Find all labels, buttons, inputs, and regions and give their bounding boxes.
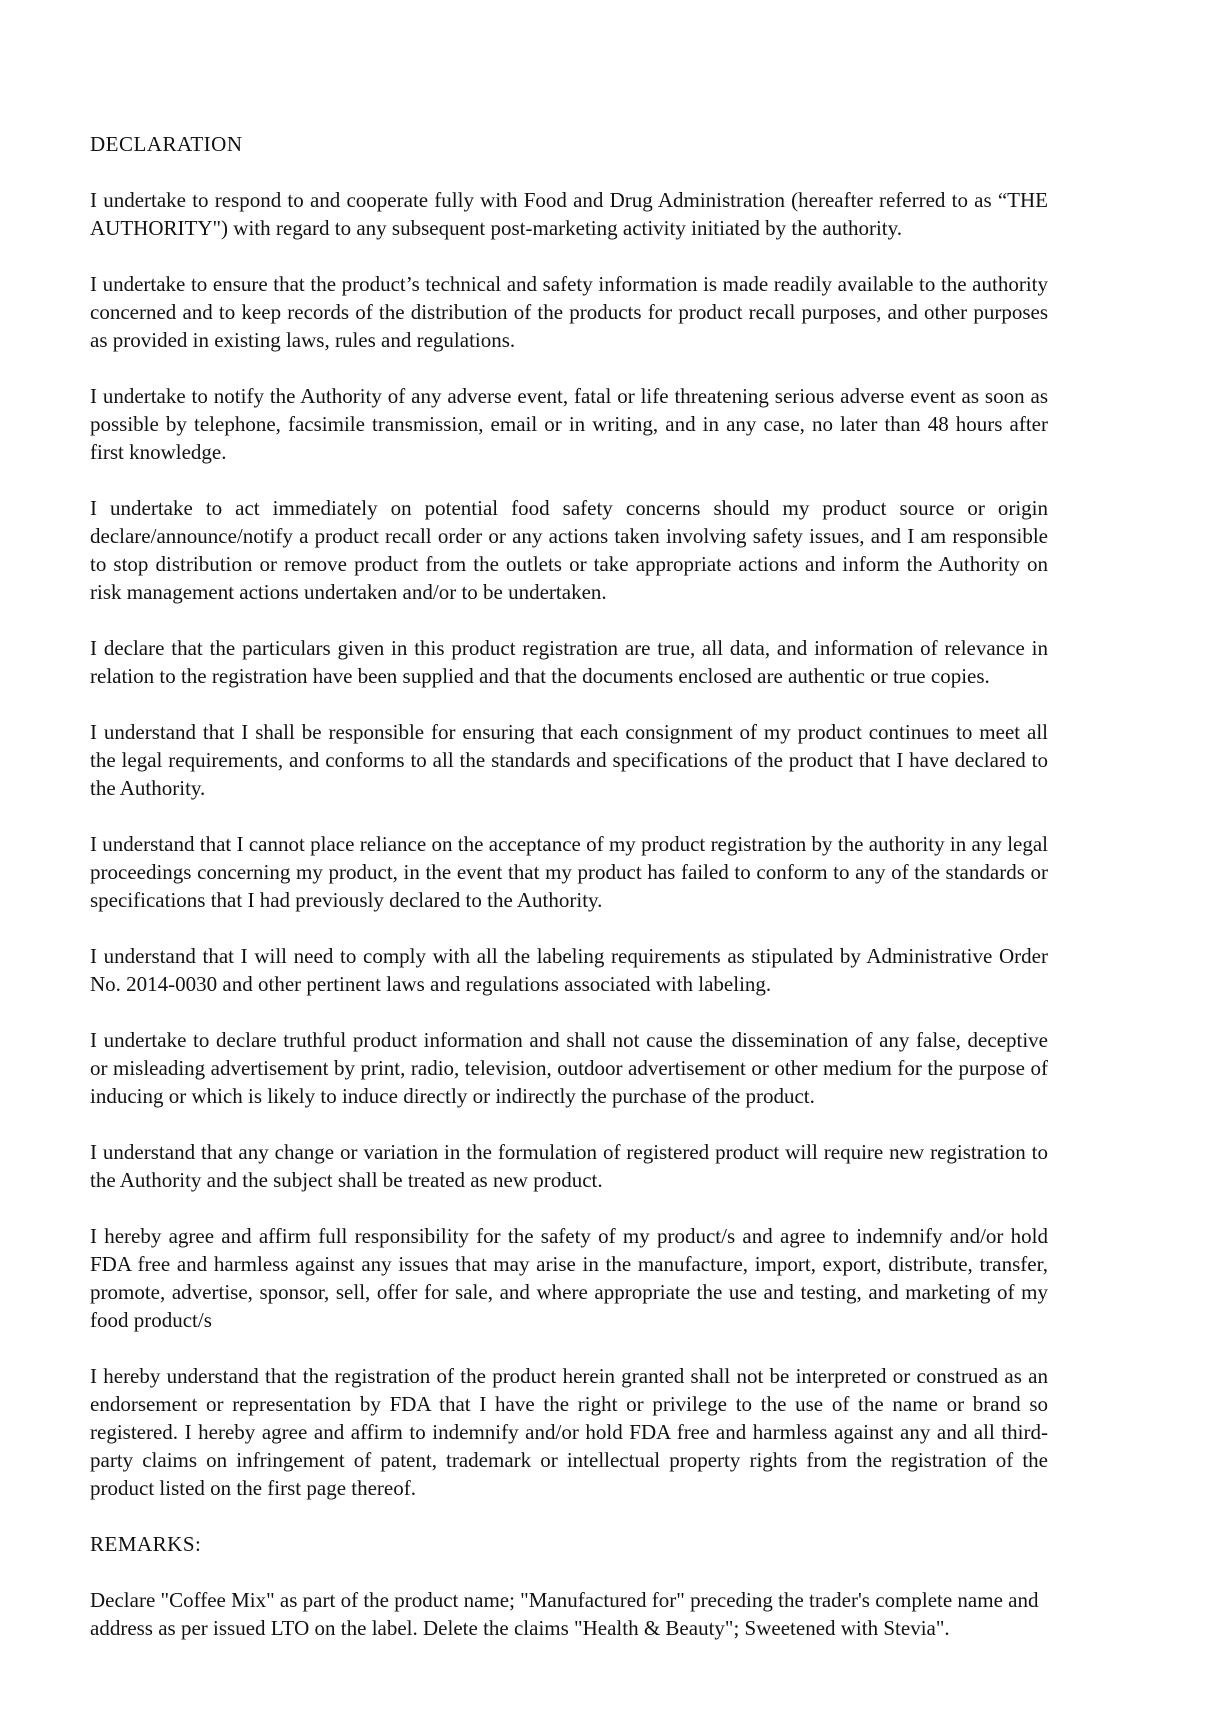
declaration-paragraph-1: I undertake to respond to and cooperate fully with Food and Drug Administration (hereafter referred to as “THE AUTHORITY") with regard to any subsequent post-marketing activity initiated by the authority. <box>90 188 1048 240</box>
declaration-paragraph-7: I understand that I cannot place reliance on the acceptance of my product registration by the authority in any legal proceedings concerning my product, in the event that my product has failed to conform to any of the standards or specifications that I had previously declared to the Authority. <box>90 832 1048 912</box>
declaration-paragraph-12: I hereby understand that the registration of the product herein granted shall not be interpreted or construed as an endorsement or representation by FDA that I have the right or privilege to the use of the name or brand so registered. I hereby agree and affirm to indemnify and/or hold FDA free and harmless against any and all third-party claims on infringement of patent, trademark or intellectual property rights from the registration of the product listed on the first page thereof. <box>90 1364 1048 1500</box>
declaration-paragraph-8: I understand that I will need to comply with all the labeling requirements as stipulated by Administrative Order No. 2014-0030 and other pertinent laws and regulations associated with labeling. <box>90 944 1048 996</box>
declaration-paragraph-6: I understand that I shall be responsible for ensuring that each consignment of my product continues to meet all the legal requirements, and conforms to all the standards and specifications of the product that I have declared to the Authority. <box>90 720 1048 800</box>
declaration-paragraph-10: I understand that any change or variation in the formulation of registered product will require new registration to the Authority and the subject shall be treated as new product. <box>90 1140 1048 1192</box>
declaration-paragraph-4: I undertake to act immediately on potential food safety concerns should my product source or origin declare/announce/notify a product recall order or any actions taken involving safety issues, and I am responsible to stop distribution or remove product from the outlets or take appropriate actions and inform the Authority on risk management actions undertaken and/or to be undertaken. <box>90 496 1048 604</box>
declaration-paragraph-9: I undertake to declare truthful product information and shall not cause the dissemination of any false, deceptive or misleading advertisement by print, radio, television, outdoor advertisement or other medium for the purpose of inducing or which is likely to induce directly or indirectly the purchase of the product. <box>90 1028 1048 1108</box>
declaration-paragraph-5: I declare that the particulars given in this product registration are true, all data, and information of relevance in relation to the registration have been supplied and that the documents enclosed are authentic or true copies. <box>90 636 1048 688</box>
remarks-paragraph: Declare "Coffee Mix" as part of the product name; "Manufactured for" preceding the trader's complete name and address as per issued LTO on the label. Delete the claims "Health & Beauty"; Sweetened with Stevia". <box>90 1588 1039 1640</box>
remarks-heading: REMARKS: <box>90 1532 202 1556</box>
document-title: DECLARATION <box>90 132 243 156</box>
declaration-paragraph-11: I hereby agree and affirm full responsibility for the safety of my product/s and agree to indemnify and/or hold FDA free and harmless against any issues that may arise in the manufacture, import, export, distribute, transfer, promote, advertise, sponsor, sell, offer for sale, and where appropriate the use and testing, and marketing of my food product/s <box>90 1224 1048 1332</box>
declaration-paragraph-3: I undertake to notify the Authority of any adverse event, fatal or life threatening serious adverse event as soon as possible by telephone, facsimile transmission, email or in writing, and in any case, no later than 48 hours after first knowledge. <box>90 384 1048 464</box>
declaration-paragraph-2: I undertake to ensure that the product’s technical and safety information is made readily available to the authority concerned and to keep records of the distribution of the products for product recall purposes, and other purposes as provided in existing laws, rules and regulations. <box>90 272 1048 352</box>
